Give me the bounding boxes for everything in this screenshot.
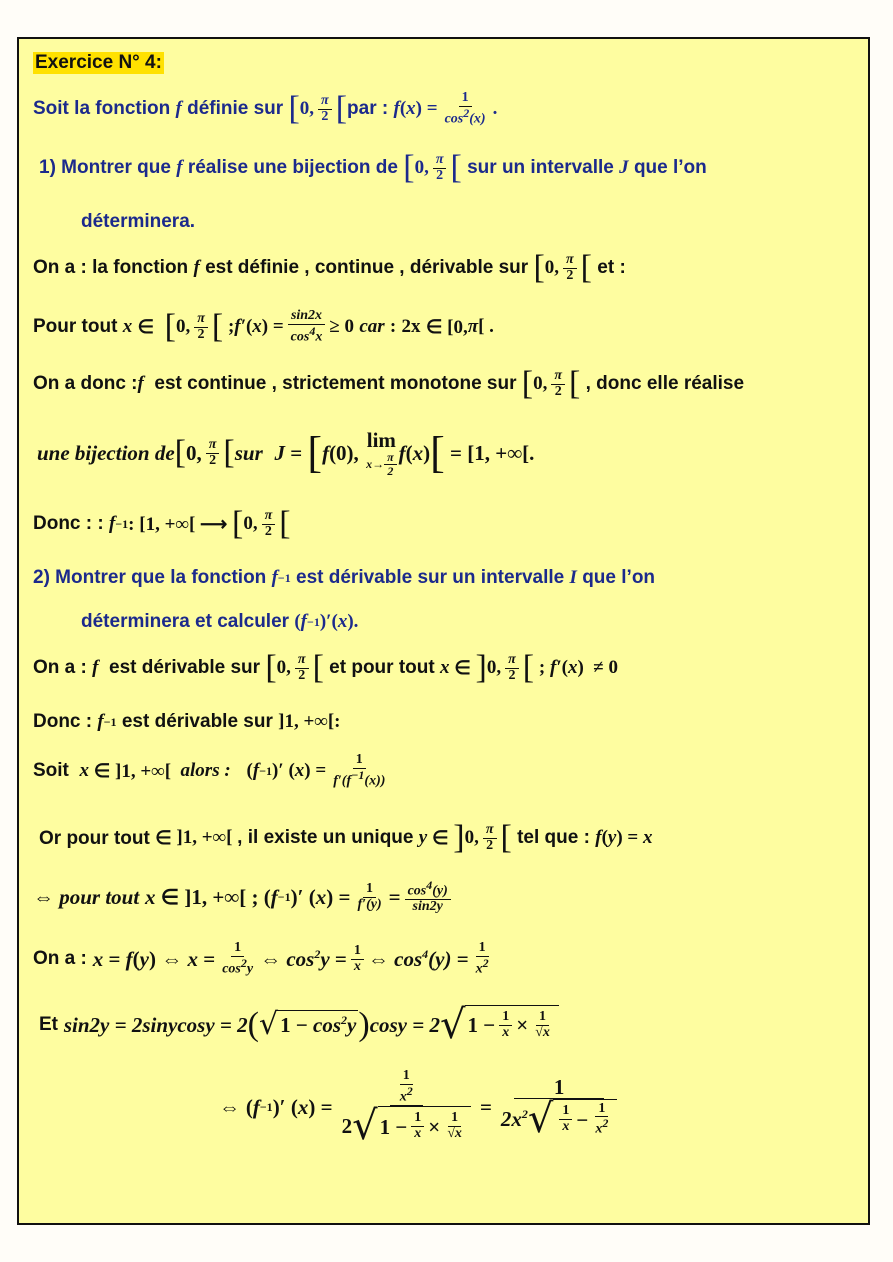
s6-text-1: On a : <box>33 657 87 678</box>
s12-text-1: Et <box>39 1014 58 1035</box>
s9-text-1: Or pour tout ∈ <box>39 827 172 849</box>
s12-text-3: cosy = 2 <box>369 1012 440 1037</box>
q2-text-3: que l’on <box>582 567 656 588</box>
s9-text-2: , il existe un unique <box>237 827 414 848</box>
s2-text-2: car <box>359 316 385 338</box>
intro-text-3: par : <box>347 98 389 120</box>
s8-text-1: Soit <box>33 760 69 782</box>
solution-line-11: On a : x = f ( y ) ⇔ x = $\frac{1}{\cos 2y}$ ⇔ $\cos^2y$ = $\frac{1}{x}$ ⇔ $\cos^4(y)$ = $\frac{1}{x2}$ <box>33 940 489 977</box>
s7-text-2: est dérivable sur <box>121 711 273 732</box>
s4-text-1: une bijection de <box>37 440 175 465</box>
s7-text-1: Donc : <box>33 711 93 732</box>
q1-text-1: 1) Montrer que <box>39 157 171 178</box>
exercise-sheet <box>17 37 870 1225</box>
q1-text-5: déterminera. <box>81 211 196 232</box>
question-2-line-1: 2) Montrer que la fonction f −1 est dérivable sur un intervalle I que l’on <box>33 567 656 588</box>
s4-text-2: sur <box>234 440 263 465</box>
solution-line-5: Donc : : f −1 : [1, +∞[ ⟶ [ 0, $\frac{\pi}{2}$ [ <box>33 505 291 542</box>
s10-text-1: ⇔ pour tout <box>33 884 140 909</box>
solution-line-12: Et sin2y = 2sinycosy = 2 ( √ 1 − $\cos^2y$ ) cosy = 2 √ 1 − $\frac{1}{x}$ × $\frac{1}{√x}$ <box>39 1005 559 1045</box>
s3-text-3: , donc elle réalise <box>585 373 745 394</box>
s5-text-1: Donc : : <box>33 513 104 534</box>
s11-text-1: On a : <box>33 948 87 970</box>
solution-line-6: On a : f est dérivable sur [ 0, $\frac{\pi}{2}$ [ et pour tout x ∈ ] 0, $\frac{\pi}{2}$ [ ; f′ ( x ) ≠ 0 <box>33 649 618 686</box>
intro-text-1: Soit la fonction <box>33 98 171 120</box>
s12-text-2: sin2y = 2sinycosy = 2 <box>63 1012 248 1037</box>
solution-line-7: Donc : f −1 est dérivable sur ]1, +∞[: <box>33 711 341 732</box>
s9-text-3: tel que : <box>517 827 590 848</box>
solution-line-8: Soit x ∈ ]1, +∞[ alors : ( f −1 )′ ( x ) = $\frac{1}{f'(f-1(x))}$ <box>33 752 386 789</box>
q1-text-4: que l’on <box>633 157 707 178</box>
q1-text-3: sur un intervalle <box>467 157 614 178</box>
intro-line: Soit la fonction f définie sur [ 0, $\frac{\pi}{2}$ [ par : f ( x ) = $\frac{1}{\cos 2(x)}$ . <box>33 90 498 128</box>
solution-line-13: ⇔ ( f −1 )′ ( x ) = $\frac{1}{x2}$ 2 √ 1 − $\frac{1}{x}$ × $\frac{1}{√x}$ = 1 $2x^2$ √ $\frac{1}{x}$ − $\frac{1}{x2}$ <box>219 1069 626 1146</box>
s3-text-1: On a donc : <box>33 373 138 394</box>
s1-text-2: est définie , continue , dérivable sur <box>205 257 529 278</box>
question-1-line-2 <box>81 211 195 233</box>
solution-line-3: On a donc : f est continue , strictement monotone sur [ 0, $\frac{\pi}{2}$ [ , donc elle réalise <box>33 365 745 402</box>
exercise-title <box>33 52 164 74</box>
solution-line-2: Pour tout x ∈ [ 0, $\frac{\pi}{2}$ [ ; f′ ( x ) = $\frac{\sin 2x}{\cos 4x}$ ≥ 0 car : 2x ∈ [0, π [ . <box>33 308 494 346</box>
q2-text-1: 2) Montrer que la fonction <box>33 567 267 588</box>
solution-line-10: ⇔ pour tout x ∈ ]1, +∞[ ; ( f −1 )′ ( x ) = $\frac{1}{f'(y)}$ = $\frac{\cos 4(y)}{\sin 2y}$ <box>33 879 455 915</box>
title-text: Exercice N° 4: <box>35 52 162 73</box>
s2-text-1: Pour tout <box>33 316 118 338</box>
question-1-line-1: 1) Montrer que f réalise une bijection de [ 0, $\frac{\pi}{2}$ [ sur un intervalle J que l’on <box>39 149 707 186</box>
s3-text-2: est continue , strictement monotone sur <box>154 373 517 394</box>
s13-text-1: ⇔ <box>219 1095 240 1120</box>
s6-text-2: est dérivable sur <box>109 657 261 678</box>
q1-text-2: réalise une bijection de <box>187 157 398 178</box>
s1-text-1: On a : la fonction <box>33 257 189 278</box>
s8-text-2: alors : <box>180 760 231 782</box>
s1-text-3: et : <box>597 257 626 278</box>
q2-text-2: est dérivable sur un intervalle <box>296 567 565 588</box>
s6-text-3: et pour tout <box>329 657 435 678</box>
q2-text-4: déterminera et calculer <box>81 611 290 632</box>
intro-text-2: définie sur <box>187 98 284 120</box>
solution-line-4: une bijection de [ 0, $\frac{\pi}{2}$ [ sur J = [ f (0), lim x→ $\frac{\pi}{2}$ f ( x ) [ = [1, +∞[. <box>37 428 535 478</box>
solution-line-9: Or pour tout ∈ ]1, +∞[ , il existe un unique y ∈ ] 0, $\frac{\pi}{2}$ [ tel que : f ( y ) = x <box>39 819 653 856</box>
lim-text: lim <box>366 428 396 452</box>
question-2-line-2: déterminera et calculer ( f −1 )′( x ). <box>81 611 359 632</box>
solution-line-1: On a : la fonction f est définie , continue , dérivable sur [ 0, $\frac{\pi}{2}$ [ et : <box>33 249 626 286</box>
s2-text-3: 2x <box>401 316 421 338</box>
